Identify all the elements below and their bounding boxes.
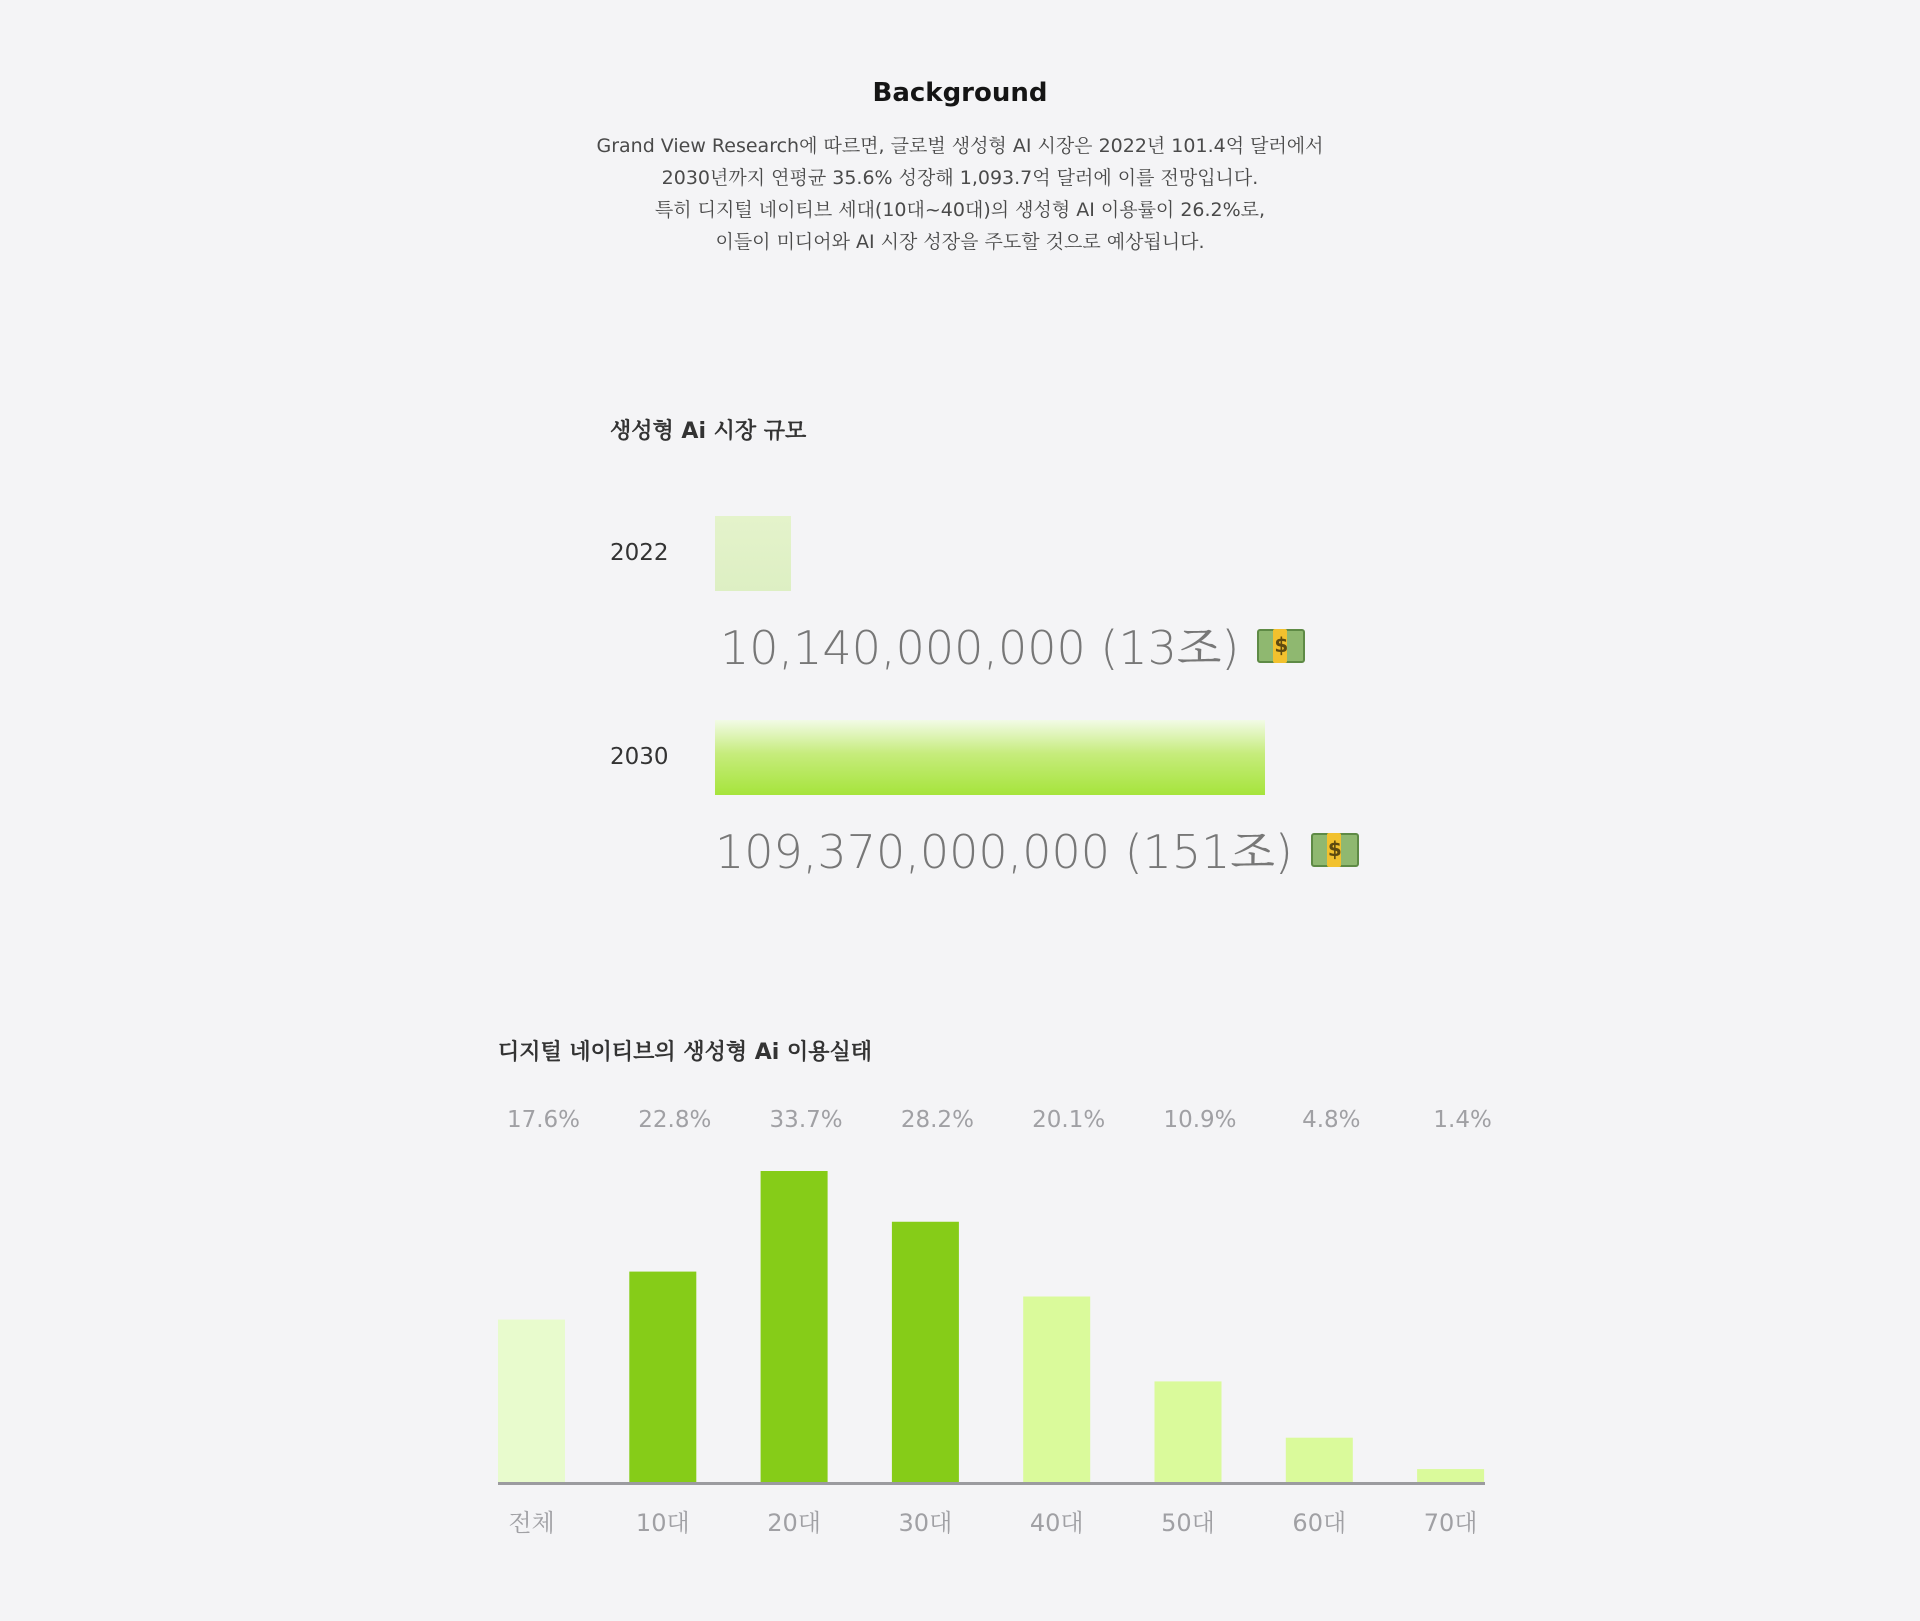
market-size-title: 생성형 Ai 시장 규모 bbox=[610, 419, 807, 444]
market-year-2022: 2022 bbox=[610, 540, 669, 566]
usage-bar-7 bbox=[1417, 1469, 1484, 1482]
usage-bar-2 bbox=[761, 1171, 828, 1482]
usage-bar-4 bbox=[1023, 1297, 1090, 1482]
usage-category-label: 20대 bbox=[767, 1509, 821, 1537]
background-line-4: 이들이 미디어와 AI 시장 성장을 주도할 것으로 예상됩니다. bbox=[715, 231, 1205, 253]
usage-category-label: 70대 bbox=[1423, 1509, 1478, 1537]
usage-bar-0 bbox=[498, 1320, 565, 1482]
market-value-2022-text: 10,140,000,000 (13조) bbox=[720, 621, 1240, 675]
usage-pct-label: 33.7% bbox=[769, 1107, 843, 1133]
usage-pct-label: 28.2% bbox=[900, 1107, 974, 1133]
usage-pct-label: 4.8% bbox=[1302, 1107, 1361, 1133]
usage-category-label: 10대 bbox=[635, 1509, 690, 1537]
usage-pct-label: 17.6% bbox=[506, 1107, 581, 1133]
market-value-2030-text: 109,370,000,000 (151조) bbox=[715, 825, 1293, 879]
market-year-2030: 2030 bbox=[610, 744, 669, 770]
usage-category-label: 40대 bbox=[1029, 1509, 1084, 1537]
background-title: Background bbox=[872, 78, 1048, 108]
usage-bar-6 bbox=[1286, 1438, 1353, 1482]
background-line-1: Grand View Research에 따르면, 글로벌 생성형 AI 시장은 2022년 101.4억 달러에서 bbox=[596, 135, 1324, 157]
background-line-3: 특히 디지털 네이티브 세대(10대~40대)의 생성형 AI 이용률이 26.2%로, bbox=[654, 199, 1266, 221]
usage-bar-1 bbox=[629, 1272, 696, 1482]
usage-bar-3 bbox=[892, 1222, 959, 1482]
usage-chart-title: 디지털 네이티브의 생성형 Ai 이용실태 bbox=[498, 1040, 872, 1065]
usage-bar-5 bbox=[1155, 1381, 1222, 1482]
usage-category-label: 30대 bbox=[898, 1509, 953, 1537]
usage-pct-label: 1.4% bbox=[1433, 1107, 1492, 1133]
usage-pct-label: 10.9% bbox=[1163, 1107, 1237, 1133]
usage-category-label: 60대 bbox=[1292, 1509, 1347, 1537]
usage-category-label: 전체 bbox=[508, 1509, 555, 1537]
usage-pct-label: 20.1% bbox=[1032, 1107, 1106, 1133]
background-line-2: 2030년까지 연평균 35.6% 성장해 1,093.7억 달러에 이를 전망입니다. bbox=[661, 167, 1259, 189]
usage-pct-label: 22.8% bbox=[638, 1107, 712, 1133]
usage-category-label: 50대 bbox=[1161, 1509, 1215, 1537]
